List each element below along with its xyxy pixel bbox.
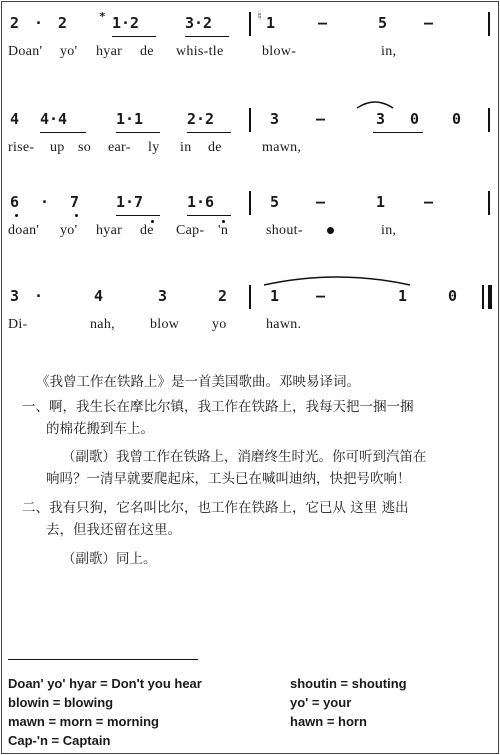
final-bar-thin [482, 285, 484, 309]
dash: — [424, 14, 434, 32]
bar-line [249, 285, 251, 309]
lyric: de [140, 44, 154, 59]
sharp-mark: * [99, 10, 106, 23]
note: 1 [398, 287, 408, 305]
note: · [34, 287, 44, 305]
lyric: whis-tle [176, 44, 224, 59]
chorus-line-1: （副歌）我曾工作在铁路上，消磨终生时光。你可听到汽笛在 [62, 449, 427, 465]
note: 5 [270, 193, 280, 211]
natural-mark: ♮ [256, 9, 264, 23]
bar-line [249, 191, 251, 215]
bar-line [488, 108, 490, 132]
beam [116, 215, 160, 216]
beam [112, 36, 156, 37]
dash: — [318, 14, 328, 32]
rest: 0 [452, 110, 462, 128]
bar-line [249, 108, 251, 132]
note: 2 [218, 287, 228, 305]
beam [187, 215, 231, 216]
lyric: shout- [266, 223, 303, 238]
note: 2 [58, 14, 68, 32]
lyric: in, [381, 44, 397, 59]
note: 3·2 [185, 14, 213, 32]
note: 3 [10, 287, 20, 305]
lyric: Di- [8, 317, 28, 332]
low-octave-dot [75, 214, 78, 217]
lyric: so [78, 140, 92, 155]
lyric: ear- [108, 140, 131, 155]
note: 2 [10, 14, 20, 32]
note: 4·4 [40, 110, 68, 128]
dash: — [316, 110, 326, 128]
note: 1 [376, 193, 386, 211]
note: 1·7 [116, 193, 144, 211]
dash: — [316, 193, 326, 211]
lyric: blow [150, 317, 180, 332]
rest: 0 [448, 287, 458, 305]
chorus-line-2: 响吗？一清早就要爬起床，工头已在喊叫迪纳，快把号吹响！ [46, 471, 411, 487]
lyric: de [208, 140, 222, 155]
dash: — [424, 193, 434, 211]
lyric: nah, [90, 317, 115, 332]
low-octave-dot [15, 214, 18, 217]
glossary-term: blowin = blowing [8, 695, 114, 710]
note: 1·6 [187, 193, 215, 211]
verse-2-line-2: 去，但我还留在这里。 [46, 522, 181, 538]
lyric: blow- [262, 44, 297, 59]
note: 3 [270, 110, 280, 128]
ink-blot [327, 227, 334, 234]
lyric: 'n [218, 223, 229, 238]
tie [355, 96, 395, 110]
note: 1 [270, 287, 280, 305]
note: 1·1 [116, 110, 144, 128]
footnote-rule [8, 659, 198, 660]
note: 6 [10, 193, 20, 211]
note: 1·2 [112, 14, 140, 32]
lyric: yo' [60, 44, 78, 59]
note: 1 [266, 14, 276, 32]
lyric: hawn. [266, 317, 302, 332]
lyric: mawn, [262, 140, 302, 155]
note: 3 [376, 110, 386, 128]
glossary-term: shoutin = shouting [290, 676, 407, 691]
lyric: hyar [96, 44, 123, 59]
bar-line [249, 12, 251, 36]
lyric: up [50, 140, 65, 155]
glossary-term: mawn = morn = morning [8, 714, 159, 729]
glossary-term: hawn = horn [290, 714, 367, 729]
note: 5 [378, 14, 388, 32]
bar-line [488, 12, 490, 36]
beam [116, 132, 160, 133]
lyric: in, [381, 223, 397, 238]
lyric: in [180, 140, 192, 155]
glossary-term: Cap-'n = Captain [8, 733, 111, 748]
lyric: yo' [60, 223, 78, 238]
verse-2-line-1: 二、我有只狗，它名叫比尔，也工作在铁路上，它已从 这里 逃出 [22, 500, 409, 516]
note: 3 [158, 287, 168, 305]
lyric: de [140, 223, 154, 238]
chorus-repeat: （副歌）同上。 [62, 551, 157, 567]
note: 4 [94, 287, 104, 305]
beam [373, 132, 423, 133]
lyric: doan' [8, 223, 40, 238]
glossary-term: yo' = your [290, 695, 352, 710]
bar-line [488, 191, 490, 215]
lyric: hyar [96, 223, 123, 238]
intro-text: 《我曾工作在铁路上》是一首美国歌曲。邓映易译词。 [36, 374, 360, 390]
note: · [40, 193, 50, 211]
beam [40, 132, 86, 133]
lyric: Cap- [176, 223, 205, 238]
dash: — [316, 287, 326, 305]
rest: 0 [410, 110, 420, 128]
lyric: yo [212, 317, 227, 332]
glossary-term: Doan' yo' hyar = Don't you hear [8, 676, 202, 691]
tie [262, 271, 412, 287]
lyric: rise- [8, 140, 35, 155]
lyric: ly [148, 140, 160, 155]
final-bar-thick [488, 285, 492, 309]
beam [187, 132, 231, 133]
verse-1-line-2: 的棉花搬到车上。 [46, 421, 154, 437]
note: · [34, 14, 44, 32]
note: 2·2 [187, 110, 215, 128]
note: 4 [10, 110, 20, 128]
note: 7 [70, 193, 80, 211]
verse-1-line-1: 一、啊，我生长在摩比尔镇，我工作在铁路上，我每天把一捆一捆 [22, 399, 414, 415]
lyric: Doan' [8, 44, 43, 59]
beam [185, 36, 229, 37]
